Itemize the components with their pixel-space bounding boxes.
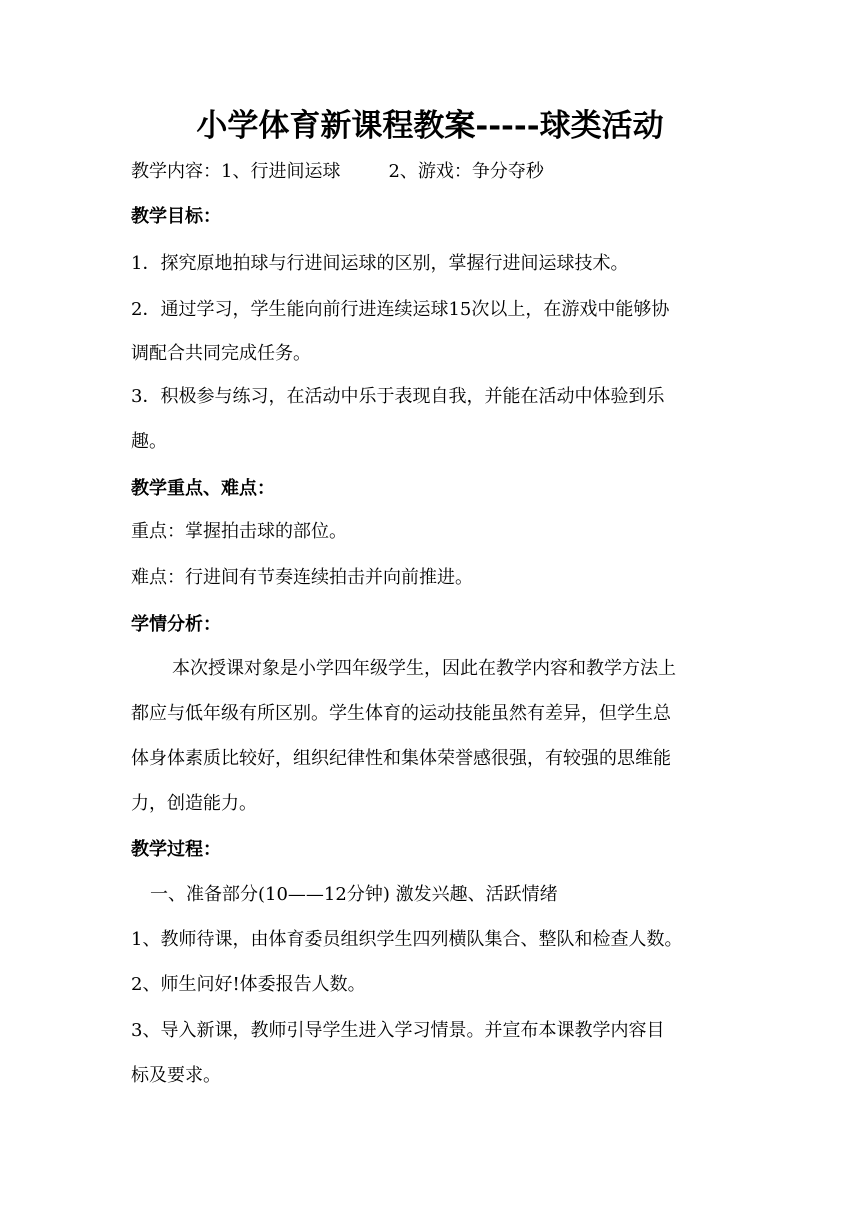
analysis-line2: 都应与低年级有所区别。学生体育的运动技能虽然有差异，但学生总 [131,703,671,724]
teaching-content-part2: 2、游戏：争分夺秒 [388,161,544,182]
step-2: 2、师生问好!体委报告人数。 [131,974,366,995]
step-3-line2: 标及要求。 [131,1065,221,1086]
objective-3-line2: 趣。 [131,431,167,452]
section-1: 一、准备部分(10——12分钟) 激发兴趣、活跃情绪 [150,884,558,905]
objective-3-line1: 3．积极参与练习，在活动中乐于表现自我，并能在活动中体验到乐 [131,386,665,407]
difficult-point: 难点：行进间有节奏连续拍击并向前推进。 [131,567,473,588]
analysis-heading: 学情分析： [131,614,221,635]
teaching-content-part1: 教学内容：1、行进间运球 [131,161,341,182]
analysis-line4: 力，创造能力。 [131,793,257,814]
analysis-line3: 体身体素质比较好，组织纪律性和集体荣誉感很强，有较强的思维能 [131,748,671,769]
objectives-heading: 教学目标： [131,206,221,227]
key-points-heading: 教学重点、难点： [131,478,275,499]
analysis-line1: 本次授课对象是小学四年级学生，因此在教学内容和教学方法上 [172,658,676,679]
document-title: 小学体育新课程教案-----球类活动 [196,108,664,144]
step-3-line1: 3、导入新课，教师引导学生进入学习情景。并宣布本课教学内容目 [131,1020,665,1041]
objective-1: 1．探究原地拍球与行进间运球的区别，掌握行进间运球技术。 [131,253,629,274]
step-1: 1、教师待课，由体育委员组织学生四列横队集合、整队和检查人数。 [131,929,683,950]
process-heading: 教学过程： [131,839,221,860]
teaching-content [131,159,731,185]
objective-2-line2: 调配合共同完成任务。 [131,343,311,364]
key-point: 重点：掌握拍击球的部位。 [131,521,347,542]
objective-2-line1: 2．通过学习，学生能向前行进连续运球15次以上，在游戏中能够协 [131,299,670,320]
